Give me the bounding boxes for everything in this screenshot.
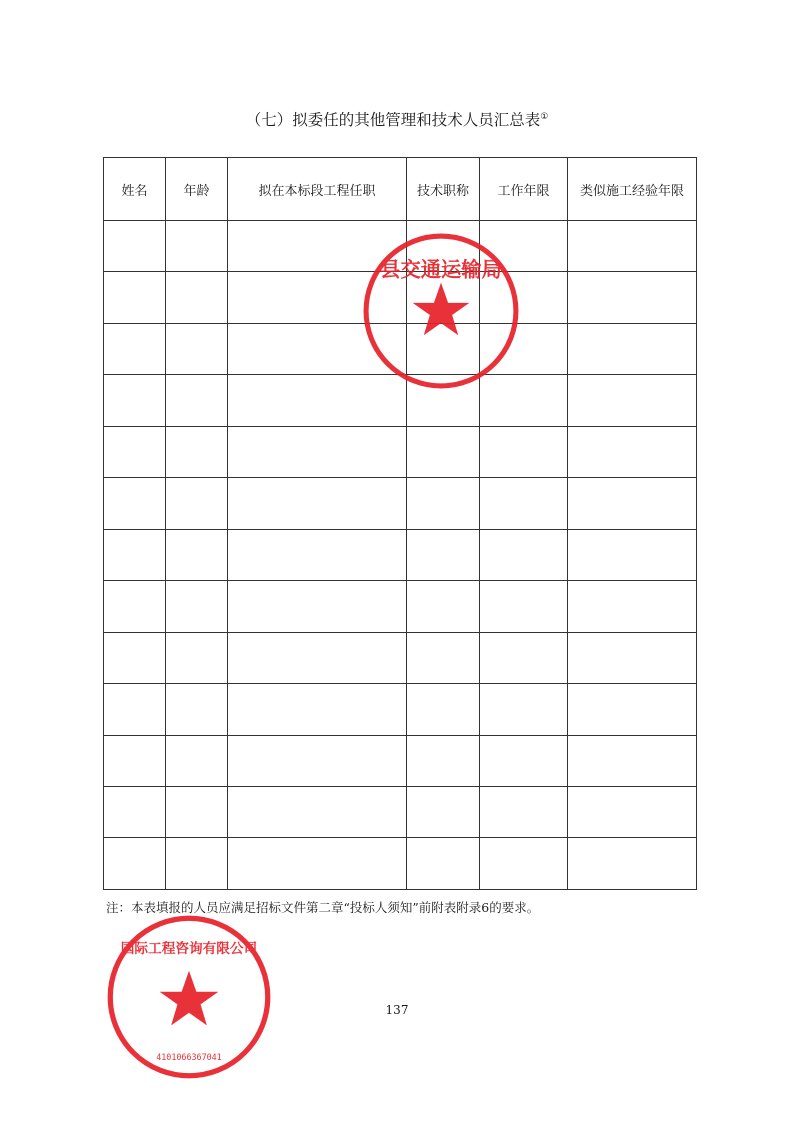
table-row (104, 735, 697, 786)
table-cell (480, 786, 568, 837)
table-cell (480, 426, 568, 477)
table-row (104, 786, 697, 837)
header-position: 拟在本标段工程任职 (228, 158, 407, 221)
table-cell (568, 375, 697, 426)
table-cell (568, 581, 697, 632)
table-row (104, 581, 697, 632)
seal-star-icon (413, 283, 470, 336)
table-row (104, 426, 697, 477)
table-cell (480, 735, 568, 786)
header-work-years: 工作年限 (480, 158, 568, 221)
table-cell (104, 529, 166, 580)
table-cell (568, 426, 697, 477)
table-cell (568, 529, 697, 580)
table-cell (228, 581, 407, 632)
table-cell (480, 529, 568, 580)
table-cell (407, 426, 480, 477)
table-cell (228, 684, 407, 735)
table-cell (166, 838, 228, 890)
table-cell (104, 272, 166, 323)
table-cell (228, 838, 407, 890)
table-cell (166, 529, 228, 580)
table-cell (568, 478, 697, 529)
table-cell (228, 632, 407, 683)
table-cell (166, 221, 228, 272)
table-cell (568, 632, 697, 683)
consulting-company-seal (105, 913, 273, 1081)
table-row (104, 478, 697, 529)
table-cell (166, 323, 228, 374)
header-similar-years: 类似施工经验年限 (568, 158, 697, 221)
header-name: 姓名 (104, 158, 166, 221)
table-cell (104, 581, 166, 632)
table-cell (166, 735, 228, 786)
transport-bureau-seal (360, 230, 522, 392)
table-cell (104, 221, 166, 272)
title-text: （七）拟委任的其他管理和技术人员汇总表 (245, 111, 541, 129)
header-title: 技术职称 (407, 158, 480, 221)
table-cell (228, 529, 407, 580)
table-cell (228, 426, 407, 477)
table-cell (104, 838, 166, 890)
table-cell (228, 786, 407, 837)
table-cell (104, 426, 166, 477)
table-header-row (104, 158, 697, 221)
table-cell (166, 375, 228, 426)
seal-text: 国际工程咨询有限公司 (120, 940, 258, 957)
table-cell (104, 323, 166, 374)
table-cell (568, 221, 697, 272)
table-cell (480, 838, 568, 890)
seal-code: 4101066367041 (156, 1052, 222, 1062)
table-cell (407, 581, 480, 632)
seal-star-icon (160, 971, 219, 1026)
title-footnote-mark: ① (540, 111, 549, 122)
table-cell (480, 581, 568, 632)
table-cell (568, 735, 697, 786)
table-row (104, 838, 697, 890)
table-note: 注：本表填报的人员应满足招标文件第二章“投标人须知”前附表附录6的要求。 (106, 900, 540, 915)
table-cell (568, 838, 697, 890)
table-cell (228, 478, 407, 529)
table-cell (166, 786, 228, 837)
table-cell (104, 735, 166, 786)
table-cell (166, 272, 228, 323)
table-cell (166, 581, 228, 632)
table-cell (104, 684, 166, 735)
table-cell (480, 684, 568, 735)
header-age: 年龄 (166, 158, 228, 221)
table-cell (407, 838, 480, 890)
table-cell (104, 786, 166, 837)
page-title (0, 108, 794, 130)
table-cell (407, 632, 480, 683)
table-cell (568, 786, 697, 837)
table-cell (407, 735, 480, 786)
table-cell (104, 375, 166, 426)
table-cell (166, 426, 228, 477)
table-cell (568, 323, 697, 374)
table-cell (166, 684, 228, 735)
table-cell (568, 684, 697, 735)
table-row (104, 632, 697, 683)
table-cell (166, 478, 228, 529)
table-cell (407, 529, 480, 580)
table-cell (407, 478, 480, 529)
table-cell (228, 735, 407, 786)
table-cell (568, 272, 697, 323)
table-cell (104, 632, 166, 683)
table-cell (407, 684, 480, 735)
table-cell (407, 786, 480, 837)
table-cell (166, 632, 228, 683)
table-cell (104, 478, 166, 529)
table-cell (480, 478, 568, 529)
table-row (104, 529, 697, 580)
page-number: 137 (385, 1003, 409, 1017)
seal-text: 县交通运输局 (380, 257, 502, 282)
table-row (104, 684, 697, 735)
table-cell (480, 632, 568, 683)
